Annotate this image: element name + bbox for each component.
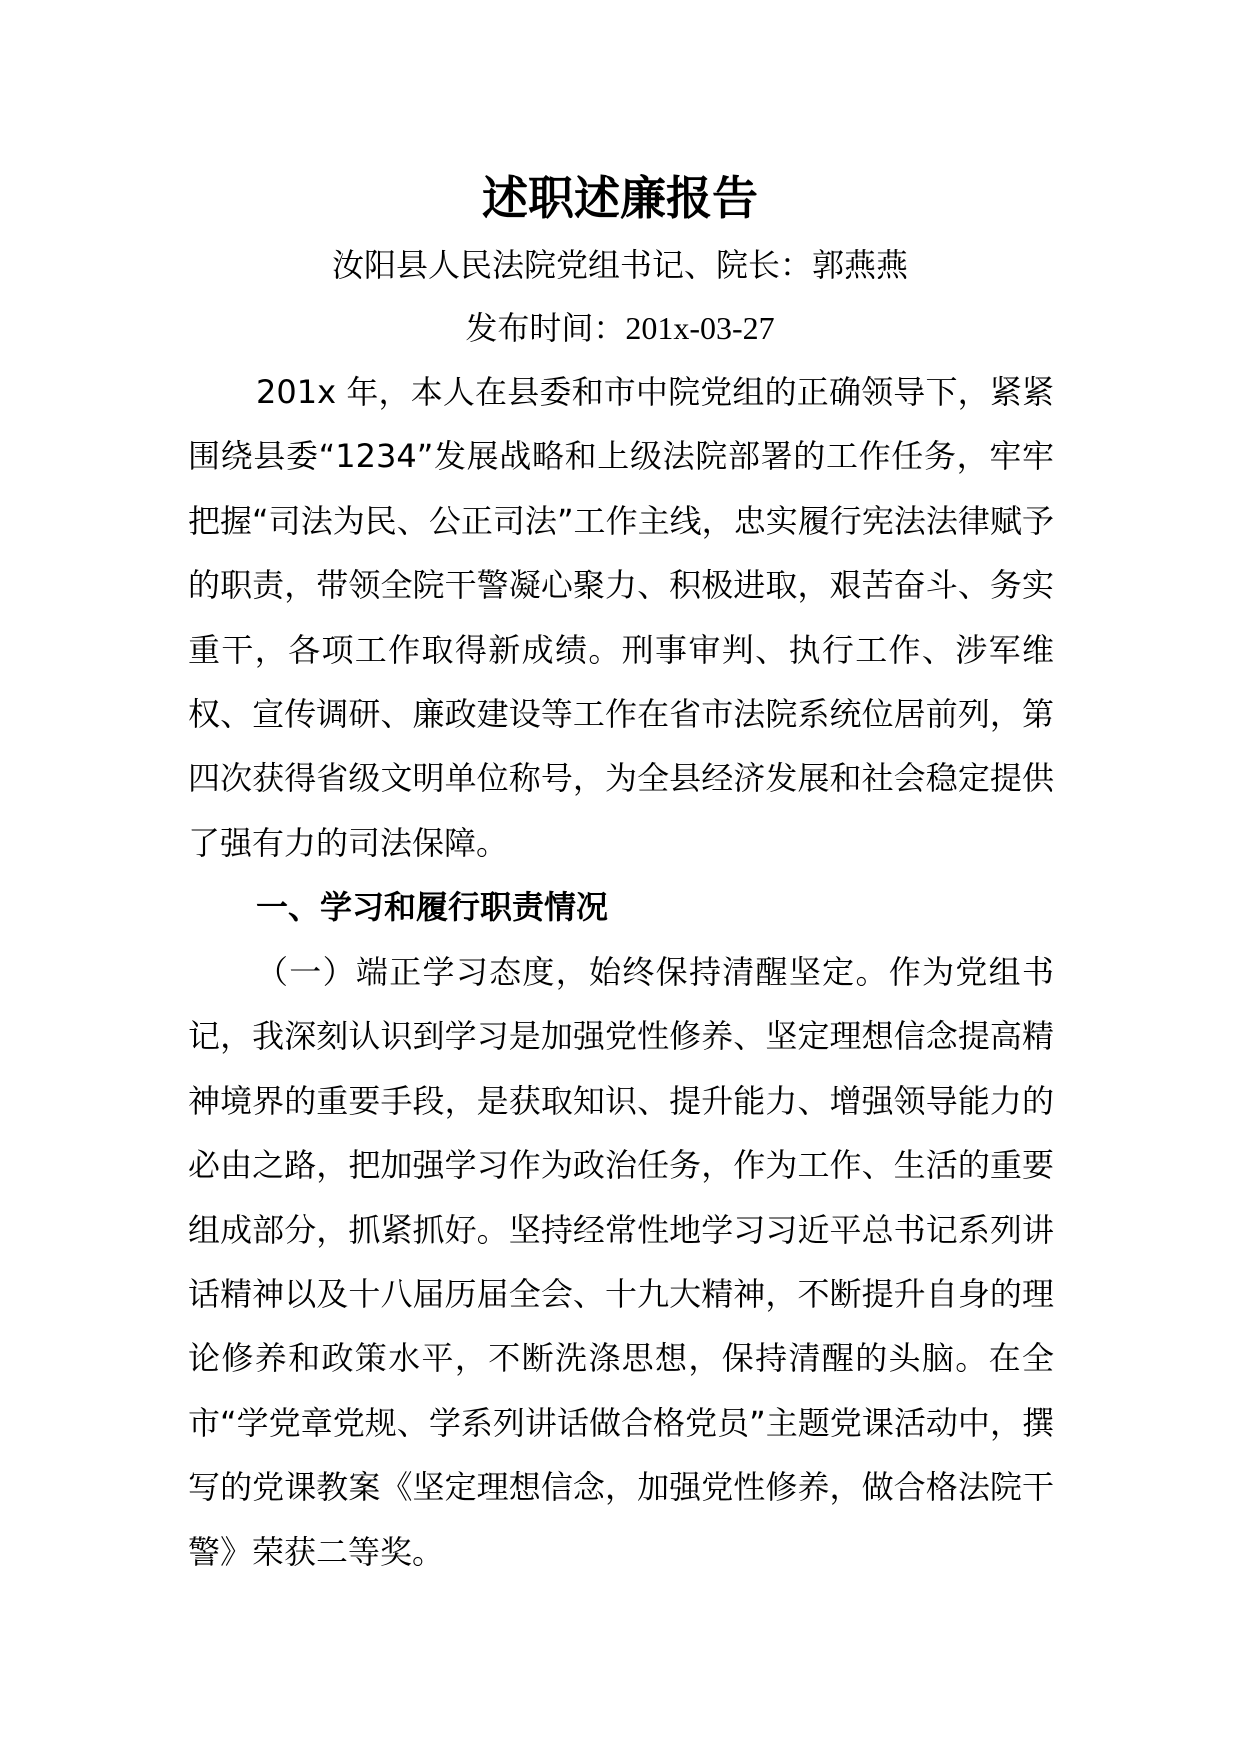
section-heading-1: 一、学习和履行职责情况 <box>256 888 609 926</box>
publish-date-label: 发布时间： <box>465 309 626 347</box>
paragraph-intro: 201x 年，本人在县委和市中院党组的正确领导下，紧紧围绕县委“1234”发展战略和上级法院部署的工作任务，牢牢把握“司法为民、公正司法”工作主线，忠实履行宪法法律赋予的职责，带领全院干警凝心聚力、积极进取，艰苦奋斗、务实重干，各项工作取得新成绩。刑事审判、执行工作、涉军维权、宣传调研、廉政建设等工作在省市法院系统位居前列，第四次获得省级文明单位称号，为全县经济发展和社会稳定提供了强有力的司法保障。 <box>188 373 1054 862</box>
document-title: 述职述廉报告 <box>482 171 758 225</box>
publish-date-line <box>0 296 1240 360</box>
paragraph-study: （一）端正学习态度，始终保持清醒坚定。作为党组书记，我深刻认识到学习是加强党性修养、坚定理想信念提高精神境界的重要手段，是获取知识、提升能力、增强领导能力的必由之路，把加强学习作为政治任务，作为工作、生活的重要组成部分，抓紧抓好。坚持经常性地学习习近平总书记系列讲话精神以及十八届历届全会、十九大精神，不断提升自身的理论修养和政策水平，不断洗涤思想，保持清醒的头脑。在全市“学党章党规、学系列讲话做合格党员”主题党课活动中，撰写的党课教案《坚定理想信念，加强党性修养，做合格法院干警》荣获二等奖。 <box>188 953 1054 1571</box>
publish-date-value: 201x-03-27 <box>625 310 775 346</box>
author-line: 汝阳县人民法院党组书记、院长：郭燕燕 <box>331 246 908 284</box>
